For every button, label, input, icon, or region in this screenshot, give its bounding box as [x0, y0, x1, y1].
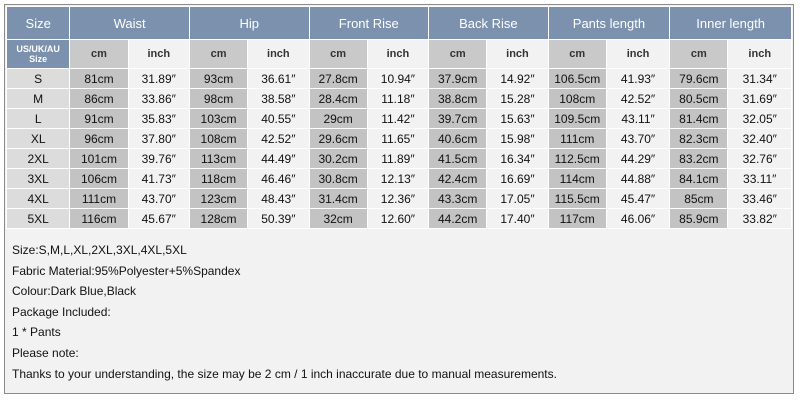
cm-value-cell: 106.5cm — [548, 69, 606, 89]
inch-value-cell: 42.52″ — [248, 129, 309, 149]
inch-value-cell: 50.39″ — [248, 209, 309, 229]
inch-value-cell: 33.82″ — [728, 209, 792, 229]
table-row — [7, 89, 792, 109]
group-header-front-rise: Front Rise — [309, 7, 429, 40]
inch-value-cell: 32.05″ — [728, 109, 792, 129]
table-row — [7, 109, 792, 129]
cm-value-cell: 41.5cm — [429, 149, 487, 169]
table-row — [7, 149, 792, 169]
unit-header-inch: inch — [606, 40, 669, 69]
size-cell: 2XL — [7, 149, 70, 169]
cm-value-cell: 128cm — [189, 209, 247, 229]
table-row — [7, 209, 792, 229]
inch-value-cell: 16.34″ — [487, 149, 548, 169]
inch-value-cell: 37.80″ — [128, 129, 189, 149]
unit-header-inch: inch — [367, 40, 428, 69]
inch-value-cell: 42.52″ — [606, 89, 669, 109]
cm-value-cell: 103cm — [189, 109, 247, 129]
inch-value-cell: 45.67″ — [128, 209, 189, 229]
group-header-waist: Waist — [70, 7, 190, 40]
cm-value-cell: 28.4cm — [309, 89, 367, 109]
size-cell: 3XL — [7, 169, 70, 189]
group-header-inner-length: Inner length — [670, 7, 792, 40]
cm-value-cell: 86cm — [70, 89, 128, 109]
cm-value-cell: 39.7cm — [429, 109, 487, 129]
cm-value-cell: 106cm — [70, 169, 128, 189]
cm-value-cell: 85cm — [670, 189, 728, 209]
inch-value-cell: 15.28″ — [487, 89, 548, 109]
inch-value-cell: 33.46″ — [728, 189, 792, 209]
inch-value-cell: 38.58″ — [248, 89, 309, 109]
cm-value-cell: 30.8cm — [309, 169, 367, 189]
info-line: 1 * Pants — [12, 325, 61, 340]
table-row — [7, 189, 792, 209]
cm-value-cell: 108cm — [548, 89, 606, 109]
cm-value-cell: 114cm — [548, 169, 606, 189]
unit-header-inch: inch — [487, 40, 548, 69]
cm-value-cell: 91cm — [70, 109, 128, 129]
size-region-header — [7, 40, 70, 69]
cm-value-cell: 93cm — [189, 69, 247, 89]
cm-value-cell: 85.9cm — [670, 209, 728, 229]
inch-value-cell: 10.94″ — [367, 69, 428, 89]
cm-value-cell: 31.4cm — [309, 189, 367, 209]
unit-header-cm: cm — [670, 40, 728, 69]
cm-value-cell: 83.2cm — [670, 149, 728, 169]
unit-header-cm: cm — [548, 40, 606, 69]
group-header-row — [7, 7, 792, 40]
inch-value-cell: 17.05″ — [487, 189, 548, 209]
info-line: Package Included: — [12, 304, 111, 319]
inch-value-cell: 12.36″ — [367, 189, 428, 209]
inch-value-cell: 31.89″ — [128, 69, 189, 89]
cm-value-cell: 32cm — [309, 209, 367, 229]
unit-header-cm: cm — [189, 40, 247, 69]
cm-value-cell: 40.6cm — [429, 129, 487, 149]
cm-value-cell: 44.2cm — [429, 209, 487, 229]
unit-header-inch: inch — [728, 40, 792, 69]
size-table-body — [7, 69, 792, 229]
cm-value-cell: 43.3cm — [429, 189, 487, 209]
cm-value-cell: 37.9cm — [429, 69, 487, 89]
group-header-pants-length: Pants length — [548, 7, 670, 40]
size-cell: 4XL — [7, 189, 70, 209]
cm-value-cell: 113cm — [189, 149, 247, 169]
info-line: Fabric Material:95%Polyester+5%Spandex — [12, 263, 241, 278]
cm-value-cell: 29cm — [309, 109, 367, 129]
size-cell: L — [7, 109, 70, 129]
cm-value-cell: 81.4cm — [670, 109, 728, 129]
info-line: Thanks to your understanding, the size may be 2 cm / 1 inch inaccurate due to manual measurements. — [12, 366, 557, 381]
table-row — [7, 69, 792, 89]
inch-value-cell: 43.70″ — [128, 189, 189, 209]
inch-value-cell: 33.86″ — [128, 89, 189, 109]
inch-value-cell: 31.69″ — [728, 89, 792, 109]
inch-value-cell: 41.93″ — [606, 69, 669, 89]
group-header-hip: Hip — [189, 7, 309, 40]
inch-value-cell: 12.60″ — [367, 209, 428, 229]
cm-value-cell: 116cm — [70, 209, 128, 229]
product-info — [12, 240, 782, 384]
inch-value-cell: 39.76″ — [128, 149, 189, 169]
cm-value-cell: 111cm — [70, 189, 128, 209]
info-line: Size:S,M,L,XL,2XL,3XL,4XL,5XL — [12, 243, 187, 257]
size-chart-table — [6, 6, 792, 229]
size-region-line2: Size — [29, 54, 48, 64]
inch-value-cell: 44.88″ — [606, 169, 669, 189]
cm-value-cell: 117cm — [548, 209, 606, 229]
inch-value-cell: 15.98″ — [487, 129, 548, 149]
inch-value-cell: 11.18″ — [367, 89, 428, 109]
cm-value-cell: 101cm — [70, 149, 128, 169]
cm-value-cell: 96cm — [70, 129, 128, 149]
inch-value-cell: 15.63″ — [487, 109, 548, 129]
cm-value-cell: 30.2cm — [309, 149, 367, 169]
group-header-back-rise: Back Rise — [429, 7, 549, 40]
cm-value-cell: 112.5cm — [548, 149, 606, 169]
inch-value-cell: 11.42″ — [367, 109, 428, 129]
cm-value-cell: 42.4cm — [429, 169, 487, 189]
size-cell: M — [7, 89, 70, 109]
inch-value-cell: 32.40″ — [728, 129, 792, 149]
cm-value-cell: 98cm — [189, 89, 247, 109]
size-cell: S — [7, 69, 70, 89]
cm-value-cell: 123cm — [189, 189, 247, 209]
cm-value-cell: 108cm — [189, 129, 247, 149]
inch-value-cell: 46.06″ — [606, 209, 669, 229]
cm-value-cell: 111cm — [548, 129, 606, 149]
cm-value-cell: 84.1cm — [670, 169, 728, 189]
info-line: Colour:Dark Blue,Black — [12, 284, 137, 299]
cm-value-cell: 109.5cm — [548, 109, 606, 129]
cm-value-cell: 80.5cm — [670, 89, 728, 109]
cm-value-cell: 29.6cm — [309, 129, 367, 149]
unit-header-inch: inch — [248, 40, 309, 69]
size-header: Size — [7, 7, 70, 40]
inch-value-cell: 43.11″ — [606, 109, 669, 129]
inch-value-cell: 43.70″ — [606, 129, 669, 149]
inch-value-cell: 12.13″ — [367, 169, 428, 189]
table-row — [7, 169, 792, 189]
inch-value-cell: 35.83″ — [128, 109, 189, 129]
table-row — [7, 129, 792, 149]
inch-value-cell: 48.43″ — [248, 189, 309, 209]
inch-value-cell: 44.49″ — [248, 149, 309, 169]
inch-value-cell: 32.76″ — [728, 149, 792, 169]
cm-value-cell: 81cm — [70, 69, 128, 89]
unit-header-inch: inch — [128, 40, 189, 69]
inch-value-cell: 16.69″ — [487, 169, 548, 189]
inch-value-cell: 11.65″ — [367, 129, 428, 149]
inch-value-cell: 45.47″ — [606, 189, 669, 209]
cm-value-cell: 118cm — [189, 169, 247, 189]
inch-value-cell: 11.89″ — [367, 149, 428, 169]
inch-value-cell: 44.29″ — [606, 149, 669, 169]
inch-value-cell: 17.40″ — [487, 209, 548, 229]
unit-header-row — [7, 40, 792, 69]
unit-header-cm: cm — [309, 40, 367, 69]
inch-value-cell: 41.73″ — [128, 169, 189, 189]
inch-value-cell: 31.34″ — [728, 69, 792, 89]
cm-value-cell: 79.6cm — [670, 69, 728, 89]
size-cell: XL — [7, 129, 70, 149]
inch-value-cell: 36.61″ — [248, 69, 309, 89]
unit-header-cm: cm — [70, 40, 128, 69]
cm-value-cell: 115.5cm — [548, 189, 606, 209]
info-line: Please note: — [12, 345, 79, 360]
inch-value-cell: 40.55″ — [248, 109, 309, 129]
cm-value-cell: 82.3cm — [670, 129, 728, 149]
inch-value-cell: 14.92″ — [487, 69, 548, 89]
inch-value-cell: 33.11″ — [728, 169, 792, 189]
cm-value-cell: 27.8cm — [309, 69, 367, 89]
inch-value-cell: 46.46″ — [248, 169, 309, 189]
cm-value-cell: 38.8cm — [429, 89, 487, 109]
size-region-line1: US/UK/AU — [16, 44, 60, 54]
size-cell: 5XL — [7, 209, 70, 229]
unit-header-cm: cm — [429, 40, 487, 69]
